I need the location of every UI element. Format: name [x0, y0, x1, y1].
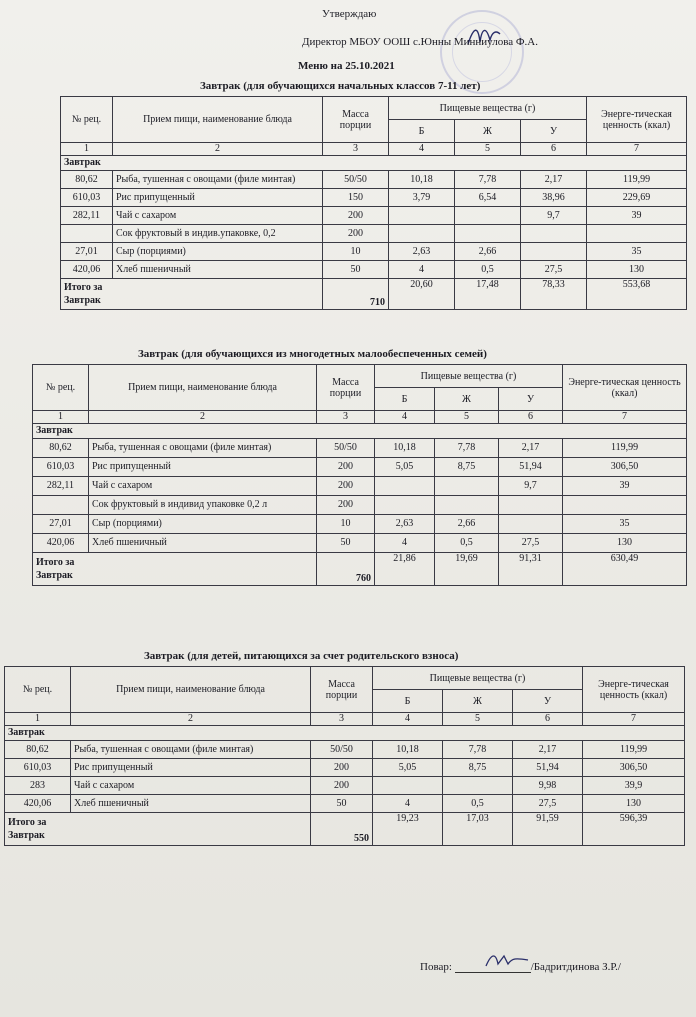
column-header-energy: Энерге-тическая ценность (ккал) — [563, 365, 687, 411]
protein-value — [389, 225, 455, 243]
dish-name: Рыба, тушенная с овощами (филе минтая) — [113, 171, 323, 189]
dish-name: Рис припущенный — [113, 189, 323, 207]
table-row — [33, 534, 687, 553]
menu-table — [60, 96, 687, 310]
fat-value: 7,78 — [455, 171, 521, 189]
energy-value — [563, 496, 687, 515]
director-line: Директор МБОУ ООШ с.Юнны Минниулова Ф.А. — [302, 36, 539, 48]
energy-value: 119,99 — [587, 171, 687, 189]
column-header-fat: Ж — [435, 388, 499, 411]
total-fat: 17,03 — [443, 813, 513, 846]
table-row — [5, 795, 685, 813]
fat-value: 7,78 — [443, 741, 513, 759]
carbs-value: 51,94 — [499, 458, 563, 477]
energy-value: 130 — [563, 534, 687, 553]
table-row — [61, 243, 687, 261]
total-energy: 596,39 — [583, 813, 685, 846]
energy-value: 119,99 — [583, 741, 685, 759]
column-header-nutrients: Пищевые вещества (г) — [389, 97, 587, 120]
protein-value: 10,18 — [373, 741, 443, 759]
dish-name: Рис припущенный — [89, 458, 317, 477]
column-header-protein: Б — [373, 690, 443, 713]
carbs-value: 38,96 — [521, 189, 587, 207]
total-label — [33, 553, 317, 586]
protein-value: 10,18 — [389, 171, 455, 189]
fat-value: 6,54 — [455, 189, 521, 207]
table-row — [33, 477, 687, 496]
dish-name: Сыр (порциями) — [113, 243, 323, 261]
carbs-value: 9,7 — [521, 207, 587, 225]
protein-value: 10,18 — [375, 439, 435, 458]
dish-name: Хлеб пшеничный — [113, 261, 323, 279]
portion-mass: 200 — [323, 207, 389, 225]
fat-value: 0,5 — [455, 261, 521, 279]
column-number: 7 — [587, 143, 687, 156]
energy-value: 39 — [587, 207, 687, 225]
dish-name: Чай с сахаром — [113, 207, 323, 225]
total-protein: 19,23 — [373, 813, 443, 846]
total-mass: 550 — [311, 813, 373, 846]
portion-mass: 150 — [323, 189, 389, 207]
energy-value — [587, 225, 687, 243]
portion-mass: 50 — [317, 534, 375, 553]
carbs-value — [521, 243, 587, 261]
approve-label: Утверждаю — [322, 8, 377, 20]
protein-value: 2,63 — [375, 515, 435, 534]
carbs-value — [499, 496, 563, 515]
energy-value: 130 — [587, 261, 687, 279]
total-label-line: Завтрак — [8, 830, 45, 841]
protein-value: 5,05 — [375, 458, 435, 477]
carbs-value: 9,98 — [513, 777, 583, 795]
column-header-recipe: № рец. — [5, 667, 71, 713]
column-header-nutrients: Пищевые вещества (г) — [373, 667, 583, 690]
column-number: 3 — [317, 411, 375, 424]
total-label — [61, 279, 323, 310]
energy-value: 39,9 — [583, 777, 685, 795]
column-header-carbs: У — [521, 120, 587, 143]
recipe-number: 282,11 — [61, 207, 113, 225]
total-fat: 17,48 — [455, 279, 521, 310]
portion-mass: 200 — [317, 496, 375, 515]
column-number: 5 — [455, 143, 521, 156]
column-number: 6 — [499, 411, 563, 424]
column-number: 1 — [61, 143, 113, 156]
total-energy: 553,68 — [587, 279, 687, 310]
fat-value: 8,75 — [443, 759, 513, 777]
dish-name: Сыр (порциями) — [89, 515, 317, 534]
portion-mass: 200 — [317, 477, 375, 496]
protein-value: 3,79 — [389, 189, 455, 207]
protein-value: 4 — [375, 534, 435, 553]
total-mass: 710 — [323, 279, 389, 310]
dish-name: Рыба, тушенная с овощами (филе минтая) — [71, 741, 311, 759]
portion-mass: 50/50 — [317, 439, 375, 458]
portion-mass: 50 — [323, 261, 389, 279]
carbs-value: 9,7 — [499, 477, 563, 496]
total-mass: 760 — [317, 553, 375, 586]
column-header-fat: Ж — [443, 690, 513, 713]
column-number: 3 — [311, 713, 373, 726]
column-header-carbs: У — [513, 690, 583, 713]
dish-name: Чай с сахаром — [89, 477, 317, 496]
column-header-mass: Масса порции — [317, 365, 375, 411]
total-label — [5, 813, 311, 846]
cook-label: Повар: — [420, 961, 452, 973]
carbs-value: 2,17 — [499, 439, 563, 458]
column-header-dish: Прием пищи, наименование блюда — [89, 365, 317, 411]
fat-value — [455, 207, 521, 225]
carbs-value: 2,17 — [513, 741, 583, 759]
protein-value: 2,63 — [389, 243, 455, 261]
table-row — [5, 759, 685, 777]
recipe-number — [61, 225, 113, 243]
column-number: 2 — [113, 143, 323, 156]
protein-value — [373, 777, 443, 795]
column-number: 7 — [563, 411, 687, 424]
column-number-row — [5, 713, 685, 726]
column-header-nutrients: Пищевые вещества (г) — [375, 365, 563, 388]
table-row — [61, 261, 687, 279]
recipe-number: 80,62 — [61, 171, 113, 189]
table-row — [33, 439, 687, 458]
total-carbs: 91,59 — [513, 813, 583, 846]
column-header-protein: Б — [375, 388, 435, 411]
table-header-row — [33, 365, 687, 388]
recipe-number: 420,06 — [61, 261, 113, 279]
total-label-line: Завтрак — [36, 570, 73, 581]
column-number: 6 — [513, 713, 583, 726]
column-number: 2 — [71, 713, 311, 726]
recipe-number: 420,06 — [33, 534, 89, 553]
table-row — [61, 189, 687, 207]
recipe-number: 420,06 — [5, 795, 71, 813]
column-number: 1 — [5, 713, 71, 726]
column-number: 7 — [583, 713, 685, 726]
cook-signature — [482, 950, 532, 972]
protein-value: 4 — [373, 795, 443, 813]
column-header-energy: Энерге-тическая ценность (ккал) — [583, 667, 685, 713]
column-header-energy: Энерге-тическая ценность (ккал) — [587, 97, 687, 143]
total-carbs: 78,33 — [521, 279, 587, 310]
dish-name: Рыба, тушенная с овощами (филе минтая) — [89, 439, 317, 458]
column-number: 4 — [373, 713, 443, 726]
table-row — [61, 171, 687, 189]
column-number: 6 — [521, 143, 587, 156]
table-row — [61, 225, 687, 243]
fat-value: 0,5 — [435, 534, 499, 553]
table-row — [33, 496, 687, 515]
portion-mass: 200 — [311, 777, 373, 795]
section-title: Завтрак (для обучающихся начальных классов 7-11 лет) — [200, 80, 481, 92]
energy-value: 229,69 — [587, 189, 687, 207]
total-label-line: Завтрак — [64, 295, 101, 306]
carbs-value: 27,5 — [499, 534, 563, 553]
total-protein: 20,60 — [389, 279, 455, 310]
carbs-value — [521, 225, 587, 243]
meal-label: Завтрак — [33, 424, 687, 439]
table-row — [33, 458, 687, 477]
table-header-row — [61, 97, 687, 120]
protein-value — [375, 496, 435, 515]
carbs-value: 27,5 — [521, 261, 587, 279]
fat-value — [435, 477, 499, 496]
protein-value: 4 — [389, 261, 455, 279]
carbs-value: 2,17 — [521, 171, 587, 189]
dish-name: Хлеб пшеничный — [89, 534, 317, 553]
column-header-carbs: У — [499, 388, 563, 411]
menu-date: Меню на 25.10.2021 — [298, 60, 395, 72]
dish-name: Рис припущенный — [71, 759, 311, 777]
total-fat: 19,69 — [435, 553, 499, 586]
fat-value — [455, 225, 521, 243]
column-number: 5 — [443, 713, 513, 726]
fat-value: 2,66 — [455, 243, 521, 261]
fat-value — [443, 777, 513, 795]
protein-value: 5,05 — [373, 759, 443, 777]
energy-value: 39 — [563, 477, 687, 496]
portion-mass: 200 — [317, 458, 375, 477]
recipe-number — [33, 496, 89, 515]
energy-value: 130 — [583, 795, 685, 813]
recipe-number: 283 — [5, 777, 71, 795]
recipe-number: 610,03 — [33, 458, 89, 477]
column-number-row — [33, 411, 687, 424]
energy-value: 306,50 — [563, 458, 687, 477]
total-row — [33, 553, 687, 586]
column-header-protein: Б — [389, 120, 455, 143]
column-number: 4 — [389, 143, 455, 156]
column-number: 5 — [435, 411, 499, 424]
recipe-number: 610,03 — [61, 189, 113, 207]
column-number: 1 — [33, 411, 89, 424]
section-title: Завтрак (для детей, питающихся за счет родительского взноса) — [144, 650, 459, 662]
column-number-row — [61, 143, 687, 156]
protein-value — [389, 207, 455, 225]
protein-value — [375, 477, 435, 496]
portion-mass: 200 — [311, 759, 373, 777]
table-row — [33, 515, 687, 534]
meal-row — [33, 424, 687, 439]
column-header-fat: Ж — [455, 120, 521, 143]
carbs-value — [499, 515, 563, 534]
column-header-recipe: № рец. — [61, 97, 113, 143]
meal-label: Завтрак — [5, 726, 685, 741]
dish-name: Сок фруктовый в индив.упаковке, 0,2 — [113, 225, 323, 243]
column-header-mass: Масса порции — [311, 667, 373, 713]
fat-value — [435, 496, 499, 515]
portion-mass: 50/50 — [311, 741, 373, 759]
portion-mass: 50 — [311, 795, 373, 813]
column-number: 4 — [375, 411, 435, 424]
total-label-line: Итого за — [8, 817, 47, 828]
total-label-line: Итого за — [64, 282, 103, 293]
portion-mass: 50/50 — [323, 171, 389, 189]
dish-name: Сок фруктовый в индивид упаковке 0,2 л — [89, 496, 317, 515]
total-label-line: Итого за — [36, 557, 75, 568]
portion-mass: 10 — [317, 515, 375, 534]
column-header-mass: Масса порции — [323, 97, 389, 143]
carbs-value: 51,94 — [513, 759, 583, 777]
fat-value: 8,75 — [435, 458, 499, 477]
column-header-recipe: № рец. — [33, 365, 89, 411]
meal-label: Завтрак — [61, 156, 687, 171]
table-row — [61, 207, 687, 225]
recipe-number: 27,01 — [61, 243, 113, 261]
energy-value: 306,50 — [583, 759, 685, 777]
cook-name: /Бадритдинова З.Р./ — [530, 961, 621, 973]
menu-table — [4, 666, 685, 846]
recipe-number: 27,01 — [33, 515, 89, 534]
column-header-dish: Прием пищи, наименование блюда — [113, 97, 323, 143]
meal-row — [61, 156, 687, 171]
table-header-row — [5, 667, 685, 690]
column-number: 2 — [89, 411, 317, 424]
total-protein: 21,86 — [375, 553, 435, 586]
fat-value: 0,5 — [443, 795, 513, 813]
dish-name: Хлеб пшеничный — [71, 795, 311, 813]
recipe-number: 80,62 — [33, 439, 89, 458]
recipe-number: 80,62 — [5, 741, 71, 759]
column-header-dish: Прием пищи, наименование блюда — [71, 667, 311, 713]
energy-value: 35 — [587, 243, 687, 261]
fat-value: 7,78 — [435, 439, 499, 458]
total-carbs: 91,31 — [499, 553, 563, 586]
total-row — [61, 279, 687, 310]
menu-table — [32, 364, 687, 586]
recipe-number: 610,03 — [5, 759, 71, 777]
energy-value: 35 — [563, 515, 687, 534]
fat-value: 2,66 — [435, 515, 499, 534]
table-row — [5, 741, 685, 759]
carbs-value: 27,5 — [513, 795, 583, 813]
table-row — [5, 777, 685, 795]
portion-mass: 10 — [323, 243, 389, 261]
column-number: 3 — [323, 143, 389, 156]
dish-name: Чай с сахаром — [71, 777, 311, 795]
total-row — [5, 813, 685, 846]
meal-row — [5, 726, 685, 741]
section-title: Завтрак (для обучающихся из многодетных малообеспеченных семей) — [138, 348, 487, 360]
total-energy: 630,49 — [563, 553, 687, 586]
recipe-number: 282,11 — [33, 477, 89, 496]
portion-mass: 200 — [323, 225, 389, 243]
energy-value: 119,99 — [563, 439, 687, 458]
